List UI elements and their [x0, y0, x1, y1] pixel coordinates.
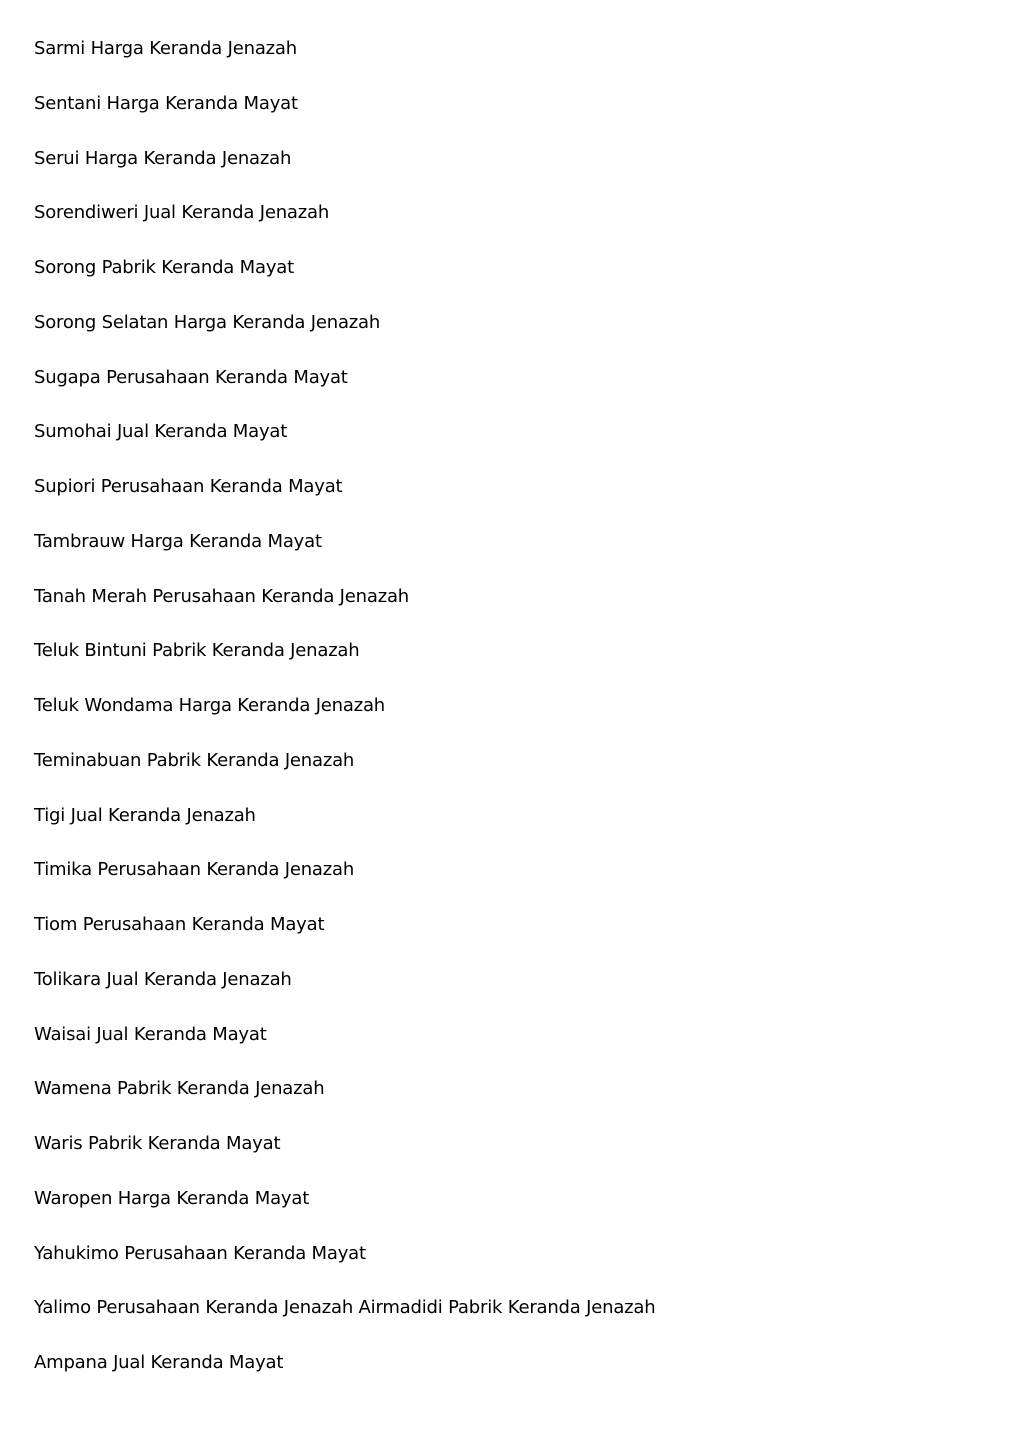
text-line: Sugapa Perusahaan Keranda Mayat	[34, 366, 348, 388]
text-line: Tambrauw Harga Keranda Mayat	[34, 530, 322, 552]
text-line: Serui Harga Keranda Jenazah	[34, 147, 292, 169]
text-line: Teminabuan Pabrik Keranda Jenazah	[34, 749, 355, 771]
text-line: Supiori Perusahaan Keranda Mayat	[34, 476, 343, 497]
text-line: Waris Pabrik Keranda Mayat	[34, 1133, 281, 1154]
text-line: Yahukimo Perusahaan Keranda Mayat	[34, 1242, 366, 1264]
text-line: Sorendiweri Jual Keranda Jenazah	[34, 202, 330, 224]
text-line: Tigi Jual Keranda Jenazah	[34, 804, 256, 826]
text-line: Waisai Jual Keranda Mayat	[34, 1023, 267, 1045]
text-line: Timika Perusahaan Keranda Jenazah	[34, 859, 355, 881]
text-line: Wamena Pabrik Keranda Jenazah	[34, 1078, 325, 1100]
text-line: Sorong Selatan Harga Keranda Jenazah	[34, 311, 381, 333]
text-line: Teluk Bintuni Pabrik Keranda Jenazah	[34, 640, 360, 662]
text-line: Teluk Wondama Harga Keranda Jenazah	[34, 695, 386, 716]
text-line: Tanah Merah Perusahaan Keranda Jenazah	[34, 585, 409, 607]
text-line: Sentani Harga Keranda Mayat	[34, 92, 298, 114]
text-line: Sarmi Harga Keranda Jenazah	[34, 38, 297, 59]
text-line: Tiom Perusahaan Keranda Mayat	[34, 914, 325, 935]
text-line: Yalimo Perusahaan Keranda Jenazah Airmadidi Pabrik Keranda Jenazah	[34, 1297, 656, 1319]
text-line-list	[34, 37, 994, 1406]
text-line: Waropen Harga Keranda Mayat	[34, 1187, 310, 1209]
text-line: Tolikara Jual Keranda Jenazah	[34, 968, 292, 990]
text-line: Ampana Jual Keranda Mayat	[34, 1352, 284, 1373]
text-line: Sorong Pabrik Keranda Mayat	[34, 257, 294, 278]
text-line: Sumohai Jual Keranda Mayat	[34, 421, 288, 443]
